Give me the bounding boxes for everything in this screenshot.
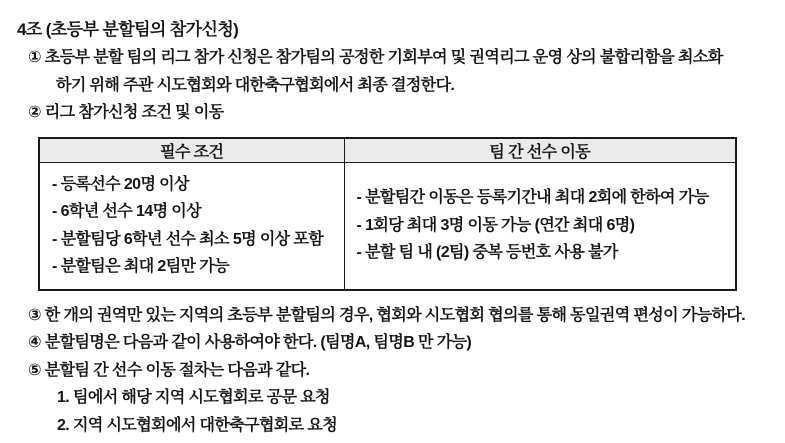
player-movement-cell xyxy=(344,162,736,290)
clause-5: ⑤ 분할팀 간 선수 이동 절차는 다음과 같다. xyxy=(28,361,310,379)
table-header-required-conditions: 필수 조건 xyxy=(39,138,344,163)
clause-1-line-2: 하기 위해 주관 시도협회와 대한축구협회에서 최종 결정한다. xyxy=(56,76,455,94)
table-header-player-movement: 팀 간 선수 이동 xyxy=(344,138,736,163)
required-condition-item: - 등록선수 20명 이상 xyxy=(52,175,189,193)
procedure-step-1: 1. 팀에서 해당 지역 시도협회로 공문 요청 xyxy=(57,389,330,406)
required-condition-item: - 분할팀은 최대 2팀만 가능 xyxy=(52,258,229,275)
required-condition-item: - 분할팀당 6학년 선수 최소 5명 이상 포함 xyxy=(52,230,324,248)
clause-1-line-1: ① 초등부 분할 팀의 리그 참가 신청은 참가팀의 공정한 기회부여 및 권역리그 운영 상의 불합리함을 최소화 xyxy=(28,49,723,66)
procedure-step-2: 2. 지역 시도협회에서 대한축구협회로 요청 xyxy=(57,416,338,434)
clause-2: ② 리그 참가신청 조건 및 이동 xyxy=(28,104,224,121)
table-body-row xyxy=(39,162,736,290)
player-movement-item: - 분할 팀 내 (2팀) 중복 등번호 사용 불가 xyxy=(356,244,618,262)
table-header-row xyxy=(39,138,736,163)
player-movement-item: - 1회당 최대 3명 이동 가능 (연간 최대 6명) xyxy=(356,216,635,234)
clause-3: ③ 한 개의 권역만 있는 지역의 초등부 분할팀의 경우, 협회와 시도협회 협의를 통해 동일권역 편성이 가능하다. xyxy=(28,306,746,324)
required-condition-item: - 6학년 선수 14명 이상 xyxy=(52,203,201,220)
conditions-table xyxy=(38,137,737,291)
required-conditions-cell xyxy=(39,162,344,290)
section-heading: 4조 (초등부 분할팀의 참가신청) xyxy=(17,20,239,39)
clause-4: ④ 분할팀명은 다음과 같이 사용하여야 한다. (팀명A, 팀명B 만 가능) xyxy=(28,334,472,351)
player-movement-item: - 분할팀간 이동은 등록기간내 최대 2회에 한하여 가능 xyxy=(356,189,709,207)
